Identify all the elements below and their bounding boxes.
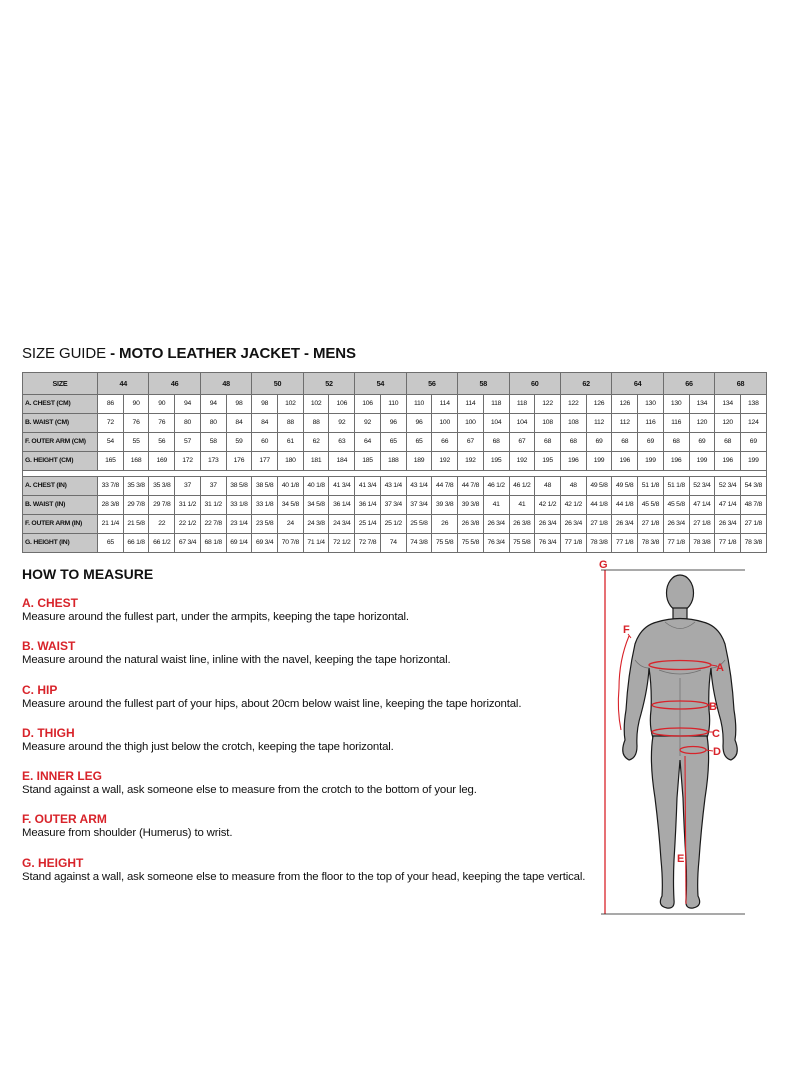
table-cell: 77 1/8 [612,534,638,553]
measure-title: C. HIP [22,682,58,697]
size-header-cell: 60 [509,373,560,395]
label-f: F [623,624,630,636]
table-cell: 68 [612,433,638,452]
table-cell: 189 [406,452,432,471]
size-header-cell: 64 [612,373,663,395]
table-cell: 130 [638,395,664,414]
table-cell: 67 [509,433,535,452]
table-cell: 74 3/8 [406,534,432,553]
measure-title: E. INNER LEG [22,769,103,784]
table-cell: 36 1/4 [355,496,381,515]
table-cell: 188 [380,452,406,471]
table-cell: 43 1/4 [406,477,432,496]
table-cell: 173 [200,452,226,471]
table-cell: 66 1/8 [123,534,149,553]
table-cell: 78 3/8 [689,534,715,553]
table-cell: 54 3/8 [740,477,766,496]
table-cell: 120 [715,414,741,433]
table-cell: 22 7/8 [200,515,226,534]
table-cell: 124 [740,414,766,433]
row-label: A. CHEST (CM) [23,395,98,414]
table-cell: 44 7/8 [458,477,484,496]
table-cell: 23 5/8 [252,515,278,534]
table-cell: 40 1/8 [278,477,304,496]
table-cell: 90 [123,395,149,414]
table-cell: 38 5/8 [252,477,278,496]
table-cell: 69 [638,433,664,452]
table-cell: 75 5/8 [509,534,535,553]
table-cell: 74 [380,534,406,553]
table-cell: 196 [663,452,689,471]
table-cell: 88 [278,414,304,433]
table-row [23,515,767,534]
table-cell: 86 [98,395,124,414]
table-cell: 40 1/8 [303,477,329,496]
table-cell: 37 [175,477,201,496]
measure-desc: Measure around the thigh just below the crotch, keeping the tape horizontal. [22,740,394,753]
table-cell: 29 7/8 [123,496,149,515]
table-cell: 75 5/8 [458,534,484,553]
table-cell: 67 3/4 [175,534,201,553]
table-cell: 43 1/4 [380,477,406,496]
row-label: B. WAIST (IN) [23,496,98,515]
table-cell: 199 [638,452,664,471]
table-cell: 45 5/8 [638,496,664,515]
table-cell: 23 1/4 [226,515,252,534]
table-cell: 126 [612,395,638,414]
table-cell: 80 [175,414,201,433]
table-cell: 33 1/8 [226,496,252,515]
table-cell: 96 [406,414,432,433]
table-cell: 169 [149,452,175,471]
table-cell: 196 [560,452,586,471]
size-header-cell: 52 [303,373,354,395]
table-cell: 67 [458,433,484,452]
table-cell: 36 1/4 [329,496,355,515]
table-cell: 47 1/4 [689,496,715,515]
label-c: C [712,728,720,740]
table-cell: 106 [329,395,355,414]
table-cell: 49 5/8 [586,477,612,496]
table-cell: 185 [355,452,381,471]
table-row [23,395,767,414]
table-cell: 176 [226,452,252,471]
table-cell: 64 [355,433,381,452]
table-cell: 108 [535,414,561,433]
table-cell: 35 3/8 [123,477,149,496]
table-cell: 66 [432,433,458,452]
table-cell: 29 7/8 [149,496,175,515]
table-cell: 78 3/8 [586,534,612,553]
table-cell: 71 1/4 [303,534,329,553]
table-cell: 199 [586,452,612,471]
table-cell: 26 3/4 [715,515,741,534]
table-cell: 77 1/8 [715,534,741,553]
table-cell: 31 1/2 [200,496,226,515]
measure-item-height [22,856,602,899]
table-cell: 199 [740,452,766,471]
page-title-light: SIZE GUIDE [22,345,107,362]
page-title-bold: - MOTO LEATHER JACKET - MENS [106,345,356,362]
table-cell: 51 1/8 [663,477,689,496]
measure-item-outer-arm [22,812,602,855]
table-cell: 195 [535,452,561,471]
table-cell: 118 [483,395,509,414]
table-cell: 46 1/2 [509,477,535,496]
measure-item-thigh [22,726,602,769]
table-cell: 24 3/8 [303,515,329,534]
table-cell: 104 [483,414,509,433]
table-cell: 120 [689,414,715,433]
row-label: F. OUTER ARM (IN) [23,515,98,534]
table-cell: 114 [458,395,484,414]
table-cell: 92 [329,414,355,433]
table-cell: 55 [123,433,149,452]
table-cell: 41 [483,496,509,515]
table-cell: 94 [200,395,226,414]
table-cell: 76 [149,414,175,433]
table-cell: 34 5/8 [278,496,304,515]
label-b: B [709,701,717,713]
table-cell: 72 7/8 [355,534,381,553]
label-a: A [716,662,724,674]
table-cell: 114 [432,395,458,414]
table-cell: 69 3/4 [252,534,278,553]
size-header-cell: 58 [458,373,509,395]
table-cell: 98 [226,395,252,414]
size-header-cell: 62 [560,373,611,395]
table-cell: 56 [149,433,175,452]
table-cell: 62 [303,433,329,452]
table-cell: 195 [483,452,509,471]
table-cell: 65 [98,534,124,553]
table-cell: 80 [200,414,226,433]
table-cell: 27 1/8 [638,515,664,534]
table-cell: 98 [252,395,278,414]
measure-title: G. HEIGHT [22,855,84,870]
table-cell: 49 5/8 [612,477,638,496]
table-cell: 116 [663,414,689,433]
table-cell: 112 [586,414,612,433]
table-cell: 48 [560,477,586,496]
row-label: G. HEIGHT (CM) [23,452,98,471]
table-cell: 78 3/8 [740,534,766,553]
table-cell: 26 3/4 [535,515,561,534]
table-cell: 134 [715,395,741,414]
table-row [23,433,767,452]
measurement-figure [595,560,755,920]
how-to-measure-title: HOW TO MEASURE [22,566,154,582]
table-cell: 27 1/8 [586,515,612,534]
size-header-cell: 54 [355,373,406,395]
page-title [22,345,356,362]
table-cell: 39 3/8 [458,496,484,515]
table-cell: 27 1/8 [740,515,766,534]
table-cell: 26 3/4 [560,515,586,534]
measure-title: F. OUTER ARM [22,812,107,827]
table-cell: 34 5/8 [303,496,329,515]
table-cell: 77 1/8 [560,534,586,553]
table-cell: 27 1/8 [689,515,715,534]
table-cell: 199 [689,452,715,471]
table-cell: 68 [663,433,689,452]
table-cell: 26 [432,515,458,534]
table-cell: 92 [355,414,381,433]
measure-desc: Stand against a wall, ask someone else to measure from the floor to the top of your head, keeping the tape vertical. [22,870,586,883]
row-label: A. CHEST (IN) [23,477,98,496]
table-cell: 112 [612,414,638,433]
table-cell: 68 [560,433,586,452]
table-cell: 42 1/2 [560,496,586,515]
in-rows [23,477,767,553]
table-cell: 100 [432,414,458,433]
table-cell: 84 [252,414,278,433]
table-cell: 88 [303,414,329,433]
table-cell: 108 [560,414,586,433]
measure-item-hip [22,683,602,726]
table-cell: 69 [586,433,612,452]
table-cell: 22 1/2 [175,515,201,534]
table-cell: 172 [175,452,201,471]
table-cell: 66 1/2 [149,534,175,553]
table-cell: 25 5/8 [406,515,432,534]
table-cell: 110 [406,395,432,414]
table-row [23,477,767,496]
table-cell: 60 [252,433,278,452]
table-cell: 78 3/8 [638,534,664,553]
table-cell: 72 1/2 [329,534,355,553]
table-cell: 104 [509,414,535,433]
table-cell: 26 3/4 [663,515,689,534]
table-cell: 59 [226,433,252,452]
size-header-cell: 56 [406,373,457,395]
table-cell: 25 1/2 [380,515,406,534]
table-cell: 38 5/8 [226,477,252,496]
table-cell: 68 [483,433,509,452]
table-cell: 69 [689,433,715,452]
table-cell: 90 [149,395,175,414]
measure-desc: Measure around the fullest part, under the armpits, keeping the tape horizontal. [22,611,409,623]
table-cell: 37 3/4 [380,496,406,515]
table-cell: 37 [200,477,226,496]
table-cell: 57 [175,433,201,452]
table-row [23,496,767,515]
legs-shape [651,736,708,908]
table-cell: 52 3/4 [689,477,715,496]
table-cell: 100 [458,414,484,433]
row-label: B. WAIST (CM) [23,414,98,433]
table-cell: 63 [329,433,355,452]
measure-desc: Measure from shoulder (Humerus) to wrist. [22,827,233,840]
table-cell: 70 7/8 [278,534,304,553]
table-cell: 24 [278,515,304,534]
table-cell: 192 [432,452,458,471]
table-cell: 106 [355,395,381,414]
row-label: F. OUTER ARM (CM) [23,433,98,452]
label-e: E [677,853,685,865]
measure-item-inner-leg [22,769,602,812]
table-cell: 122 [560,395,586,414]
measure-item-chest [22,596,602,639]
table-cell: 65 [406,433,432,452]
table-cell: 76 3/4 [483,534,509,553]
table-cell: 33 7/8 [98,477,124,496]
table-cell: 180 [278,452,304,471]
table-cell: 181 [303,452,329,471]
table-cell: 37 3/4 [406,496,432,515]
table-cell: 126 [586,395,612,414]
measure-title: A. CHEST [22,596,79,610]
table-cell: 68 [715,433,741,452]
table-cell: 46 1/2 [483,477,509,496]
table-cell: 41 [509,496,535,515]
table-cell: 94 [175,395,201,414]
table-cell: 72 [98,414,124,433]
table-cell: 76 3/4 [535,534,561,553]
table-cell: 24 3/4 [329,515,355,534]
table-cell: 44 1/8 [612,496,638,515]
head-shape [667,575,694,611]
table-row [23,414,767,433]
table-cell: 196 [715,452,741,471]
table-cell: 192 [509,452,535,471]
table-cell: 41 3/4 [355,477,381,496]
size-table [22,372,767,553]
table-cell: 41 3/4 [329,477,355,496]
table-cell: 122 [535,395,561,414]
size-header-cell: 50 [252,373,303,395]
table-cell: 33 1/8 [252,496,278,515]
table-cell: 102 [303,395,329,414]
table-cell: 77 1/8 [663,534,689,553]
table-cell: 44 7/8 [432,477,458,496]
table-row [23,452,767,471]
table-cell: 68 [535,433,561,452]
table-cell: 26 3/8 [509,515,535,534]
table-cell: 22 [149,515,175,534]
size-header-label: SIZE [23,373,98,395]
measure-item-waist [22,639,602,682]
table-cell: 192 [458,452,484,471]
table-cell: 65 [380,433,406,452]
table-cell: 54 [98,433,124,452]
table-cell: 168 [123,452,149,471]
table-cell: 130 [663,395,689,414]
table-cell: 165 [98,452,124,471]
table-cell: 26 3/8 [458,515,484,534]
table-cell: 31 1/2 [175,496,201,515]
table-cell: 84 [226,414,252,433]
table-cell: 35 3/8 [149,477,175,496]
table-row [23,534,767,553]
table-cell: 75 5/8 [432,534,458,553]
table-cell: 68 1/8 [200,534,226,553]
table-cell: 26 3/4 [483,515,509,534]
table-cell: 51 1/8 [638,477,664,496]
table-cell: 138 [740,395,766,414]
size-header-cell: 48 [200,373,251,395]
table-cell: 184 [329,452,355,471]
table-cell: 26 3/4 [612,515,638,534]
table-cell: 76 [123,414,149,433]
table-cell: 39 3/8 [432,496,458,515]
table-cell: 134 [689,395,715,414]
size-header-cell: 46 [149,373,200,395]
measure-list [22,596,602,899]
table-cell: 52 3/4 [715,477,741,496]
table-cell: 47 1/4 [715,496,741,515]
table-cell: 45 5/8 [663,496,689,515]
table-cell: 118 [509,395,535,414]
table-cell: 196 [612,452,638,471]
table-cell: 116 [638,414,664,433]
size-header-cell: 44 [98,373,149,395]
measure-title: D. THIGH [22,725,75,740]
table-cell: 177 [252,452,278,471]
table-cell: 48 [535,477,561,496]
table-cell: 48 7/8 [740,496,766,515]
label-d: D [713,746,721,758]
size-header-cell: 68 [715,373,766,395]
table-cell: 102 [278,395,304,414]
table-cell: 42 1/2 [535,496,561,515]
measure-desc: Measure around the natural waist line, inline with the navel, keeping the tape horizontal. [22,654,451,667]
table-cell: 110 [380,395,406,414]
size-header-row [23,373,767,395]
table-cell: 44 1/8 [586,496,612,515]
row-label: G. HEIGHT (IN) [23,534,98,553]
table-cell: 21 5/8 [123,515,149,534]
table-cell: 69 1/4 [226,534,252,553]
measure-desc: Measure around the fullest part of your hips, about 20cm below waist line, keeping the tape horizontal. [22,697,522,710]
size-header-cell: 66 [663,373,714,395]
measure-title: B. WAIST [22,639,76,654]
table-cell: 25 1/4 [355,515,381,534]
table-cell: 21 1/4 [98,515,124,534]
measure-desc: Stand against a wall, ask someone else to measure from the crotch to the bottom of your leg. [22,784,477,797]
table-cell: 28 3/8 [98,496,124,515]
table-cell: 58 [200,433,226,452]
cm-rows [23,395,767,471]
table-cell: 69 [740,433,766,452]
table-cell: 61 [278,433,304,452]
label-g: G [599,560,608,571]
table-cell: 96 [380,414,406,433]
